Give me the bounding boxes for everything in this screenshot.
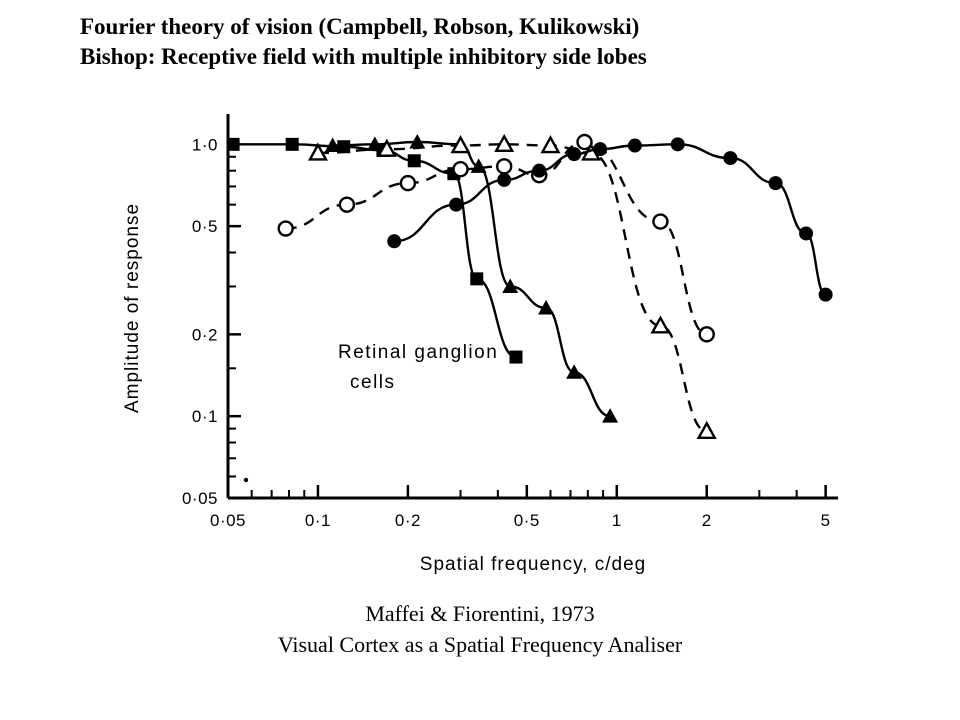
x-tick-label: 0·1 [304, 511, 331, 530]
x-tick-label: 2 [701, 511, 712, 530]
data-point-filled-circle [497, 173, 511, 187]
data-point-filled-square [227, 138, 240, 151]
data-point-open-circle [578, 135, 592, 149]
data-point-open-circle [700, 327, 714, 341]
data-point-filled-circle [819, 288, 833, 302]
y-axis-label: Amplitude of response [122, 202, 143, 414]
data-point-filled-square [470, 272, 483, 285]
data-point-filled-circle [799, 226, 813, 240]
chart-annotation: cells [350, 372, 396, 393]
data-point-filled-square [408, 154, 421, 167]
data-point-filled-square [509, 351, 522, 364]
data-point-filled-circle [532, 164, 546, 178]
data-point-filled-circle [449, 198, 463, 212]
data-point-filled-square [286, 138, 299, 151]
slide-title [80, 12, 940, 72]
data-point-filled-circle [671, 137, 685, 151]
data-point-filled-circle [769, 176, 783, 190]
y-tick-label: 0·1 [191, 407, 218, 427]
chart-svg [100, 100, 860, 590]
slide-caption [0, 598, 960, 660]
data-point-open-circle [454, 162, 468, 176]
data-point-filled-circle [723, 151, 737, 165]
y-tick-label: 1·0 [191, 135, 218, 155]
y-tick-label: 0·05 [181, 489, 218, 508]
y-tick-label: 0·5 [191, 217, 218, 237]
chart-annotation: Retinal ganglion [338, 342, 499, 363]
chart-figure [100, 100, 860, 590]
title-line-1: Fourier theory of vision (Campbell, Robson, Kulikowski) [80, 14, 640, 39]
x-tick-label: 0·2 [394, 511, 421, 530]
title-line-2: Bishop: Receptive field with multiple inhibitory side lobes [80, 44, 647, 69]
data-point-filled-circle [567, 147, 581, 161]
y-tick-label: 0·2 [191, 325, 218, 345]
data-point-filled-circle [593, 142, 607, 156]
caption-line-2: Visual Cortex as a Spatial Frequency Analiser [277, 632, 683, 657]
data-point-open-circle [279, 222, 293, 236]
data-point-filled-circle [387, 234, 401, 248]
stray-dot [244, 478, 248, 482]
series-line-filled-square [233, 144, 516, 357]
data-point-open-circle [653, 215, 667, 229]
x-tick-label: 0·5 [513, 511, 540, 530]
data-point-open-circle [497, 159, 511, 173]
x-tick-label: 5 [820, 511, 831, 530]
caption-line-1: Maffei & Fiorentini, 1973 [365, 601, 595, 626]
x-tick-label: 0·05 [209, 511, 247, 530]
data-point-filled-circle [628, 139, 642, 153]
data-point-open-triangle [699, 423, 715, 438]
x-axis-label: Spatial frequency, c/deg [419, 554, 647, 575]
data-point-open-circle [401, 176, 415, 190]
data-point-open-circle [340, 198, 354, 212]
x-tick-label: 1 [611, 511, 622, 530]
